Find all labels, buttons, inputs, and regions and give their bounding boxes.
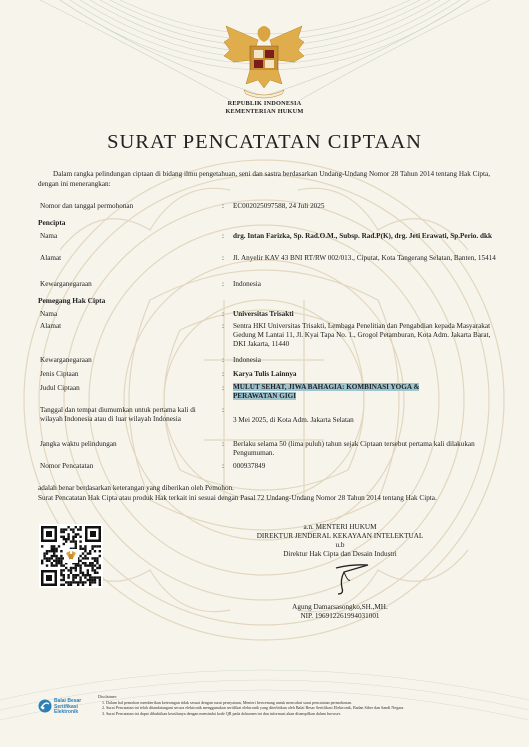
- qr-module: [89, 550, 91, 552]
- qr-module: [72, 567, 74, 569]
- header-kementerian: KEMENTERIAN HUKUM: [225, 108, 304, 115]
- qr-module: [53, 560, 55, 562]
- qr-module: [46, 557, 48, 559]
- qr-code[interactable]: [39, 524, 103, 588]
- qr-module: [84, 576, 86, 578]
- qr-module: [79, 526, 81, 528]
- qr-module: [94, 545, 96, 547]
- qr-module: [60, 560, 62, 562]
- qr-module: [55, 557, 57, 559]
- jangka-waktu-value: Berlaku selama 50 (lima puluh) tahun sejak Ciptaan tersebut pertama kali dilakukan Pengumuman.: [233, 440, 475, 457]
- qr-module: [99, 584, 101, 586]
- judul-ciptaan-value: [233, 383, 501, 401]
- qr-module: [63, 576, 65, 578]
- nomor-pencatatan-label: Nomor Pencatatan: [40, 462, 94, 470]
- qr-module: [48, 550, 50, 552]
- qr-module: [87, 574, 89, 576]
- qr-module: [96, 576, 98, 578]
- bsre-line1: Balai Besar: [54, 698, 82, 704]
- qr-module: [75, 543, 77, 545]
- qr-module: [82, 557, 84, 559]
- nomor-permohonan-label: Nomor dan tanggal permohonan: [40, 202, 134, 210]
- qr-module: [84, 574, 86, 576]
- qr-module: [99, 581, 101, 583]
- qr-module: [60, 569, 62, 571]
- qr-module: [99, 550, 101, 552]
- pencipta-alamat-value: Jl. Anyelir KAV 43 BNI RT/RW 002/013., Ciputat, Kota Tangerang Selatan, Banten, 15414: [233, 254, 496, 262]
- qr-module: [75, 564, 77, 566]
- qr-module: [60, 528, 62, 530]
- page-title: SURAT PENCATATAN CIPTAAN: [107, 131, 422, 153]
- qr-module: [63, 536, 65, 538]
- qr-module: [91, 548, 93, 550]
- qr-module: [67, 536, 69, 538]
- qr-module: [79, 560, 81, 562]
- pencipta-nama-label: Nama: [40, 232, 58, 240]
- qr-module: [41, 562, 43, 564]
- handwritten-signature: [300, 560, 420, 600]
- qr-module: [77, 581, 79, 583]
- bsre-logo-text: [54, 699, 81, 716]
- qr-module: [84, 557, 86, 559]
- qr-module: [43, 557, 45, 559]
- qr-module: [41, 545, 43, 547]
- colon: :: [222, 232, 224, 240]
- qr-module: [91, 567, 93, 569]
- qr-module: [79, 555, 81, 557]
- qr-module: [72, 579, 74, 581]
- qr-module: [84, 545, 86, 547]
- tanggal-diumumkan-label: Tanggal dan tempat diumumkan untuk pertama kali di wilayah Indonesia atau di luar wilayah Indonesia: [40, 406, 196, 423]
- qr-module: [41, 560, 43, 562]
- pemegang-alamat-value: Sentra HKI Universitas Trisakti, Lembaga Penelitian dan Pengabdian kepada Masyarakat Gedung M Lantai 11, Jl. Kyai Tapa No. 1., Grogol Petamburan, Kota Adm. Jakarta Barat, DKI Jakarta, 11440: [233, 322, 491, 348]
- qr-module: [67, 538, 69, 540]
- judul-ciptaan-line2: PERAWATAN GIGI: [233, 392, 297, 400]
- qr-module: [63, 531, 65, 533]
- qr-module: [63, 543, 65, 545]
- signature-direktur: Direktur Hak Cipta dan Desain Industri: [283, 550, 397, 558]
- signature-an: a.n. MENTERI HUKUM: [303, 523, 377, 531]
- qr-module: [72, 576, 74, 578]
- qr-module: [63, 584, 65, 586]
- qr-module: [67, 576, 69, 578]
- qr-module: [46, 560, 48, 562]
- qr-module: [53, 545, 55, 547]
- qr-module: [55, 550, 57, 552]
- qr-module: [91, 545, 93, 547]
- qr-module: [70, 528, 72, 530]
- qr-module: [91, 562, 93, 564]
- qr-module: [67, 569, 69, 571]
- qr-module: [72, 528, 74, 530]
- pencipta-kewarganegaraan-label: Kewarganegaraan: [40, 280, 92, 288]
- qr-module: [63, 538, 65, 540]
- pemegang-nama-value: Universitas Trisakti: [233, 310, 294, 318]
- colon: :: [222, 254, 224, 262]
- qr-module: [55, 560, 57, 562]
- qr-module: [99, 555, 101, 557]
- qr-module: [60, 557, 62, 559]
- garuda-emblem: [224, 26, 304, 98]
- qr-module: [79, 548, 81, 550]
- qr-module: [75, 526, 77, 528]
- qr-module: [60, 572, 62, 574]
- pencipta-kewarganegaraan-value: Indonesia: [233, 280, 261, 288]
- qr-module: [99, 564, 101, 566]
- jenis-ciptaan-label: Jenis Ciptaan: [40, 370, 79, 378]
- qr-module: [99, 567, 101, 569]
- qr-module: [75, 581, 77, 583]
- judul-ciptaan-label: Judul Ciptaan: [40, 384, 80, 392]
- colon: :: [222, 310, 224, 318]
- qr-module: [84, 555, 86, 557]
- qr-module: [63, 579, 65, 581]
- qr-module: [55, 555, 57, 557]
- qr-module: [43, 555, 45, 557]
- colon: :: [222, 384, 224, 392]
- qr-module: [89, 552, 91, 554]
- qr-module: [87, 572, 89, 574]
- qr-module: [72, 536, 74, 538]
- signature-dirjen: DIREKTUR JENDERAL KEKAYAAN INTELEKTUAL: [256, 532, 424, 540]
- qr-module: [91, 557, 93, 559]
- qr-module: [65, 540, 67, 542]
- qr-module: [77, 564, 79, 566]
- qr-module: [89, 562, 91, 564]
- qr-module: [70, 567, 72, 569]
- qr-module: [65, 538, 67, 540]
- qr-module: [67, 533, 69, 535]
- jenis-ciptaan-value: Karya Tulis Lainnya: [233, 370, 297, 378]
- pencipta-nama-value: drg. Intan Farizka, Sp. Rad.O.M., Subsp. Rad.P(K), drg. Jeti Erawati, Sp.Perio. dkk: [233, 232, 492, 240]
- colon: :: [222, 370, 224, 378]
- header-republik: REPUBLIK INDONESIA: [227, 100, 302, 107]
- bsre-line3: Elektronik: [54, 709, 79, 716]
- qr-module: [72, 531, 74, 533]
- qr-module: [79, 528, 81, 530]
- qr-module: [53, 550, 55, 552]
- colon: :: [222, 462, 224, 470]
- qr-module: [58, 545, 60, 547]
- pemegang-alamat-label: Alamat: [40, 322, 62, 330]
- signature-name: Agung Damarsasongko,SH.,MH.: [292, 603, 388, 611]
- pemegang-kewarganegaraan-value: Indonesia: [233, 356, 261, 364]
- qr-module: [79, 576, 81, 578]
- qr-module: [58, 557, 60, 559]
- qr-module: [77, 574, 79, 576]
- qr-module: [87, 557, 89, 559]
- bsre-logo-icon: [38, 699, 52, 713]
- nomor-permohonan-value: EC002025097588, 24 Juli 2025: [233, 202, 325, 210]
- qr-module: [63, 574, 65, 576]
- qr-module: [79, 564, 81, 566]
- colon: :: [222, 406, 224, 414]
- qr-module: [84, 562, 86, 564]
- qr-module: [58, 562, 60, 564]
- pemegang-nama-label: Nama: [40, 310, 58, 318]
- qr-module: [70, 584, 72, 586]
- qr-module: [67, 574, 69, 576]
- qr-module: [84, 550, 86, 552]
- colon: :: [222, 280, 224, 288]
- qr-module: [79, 545, 81, 547]
- qr-module: [79, 581, 81, 583]
- qr-module: [53, 564, 55, 566]
- qr-module: [51, 557, 53, 559]
- jangka-waktu-label: Jangka waktu pelindungan: [40, 440, 117, 448]
- qr-module: [51, 564, 53, 566]
- qr-module: [82, 581, 84, 583]
- closing-line1: adalah benar berdasarkan keterangan yang diberikan oleh Pemohon.: [38, 484, 234, 492]
- colon: :: [222, 440, 224, 448]
- qr-module: [75, 574, 77, 576]
- qr-module: [77, 528, 79, 530]
- qr-module: [51, 562, 53, 564]
- qr-module: [75, 545, 77, 547]
- qr-module: [91, 579, 93, 581]
- qr-module: [91, 564, 93, 566]
- qr-module: [72, 581, 74, 583]
- qr-module: [67, 526, 69, 528]
- qr-module: [96, 562, 98, 564]
- qr-module: [94, 557, 96, 559]
- qr-module: [51, 545, 53, 547]
- qr-module: [89, 584, 91, 586]
- qr-module: [96, 560, 98, 562]
- signature-ub: u.b: [335, 541, 345, 549]
- qr-module: [82, 548, 84, 550]
- pemegang-heading: Pemegang Hak Cipta: [38, 296, 106, 305]
- pencipta-heading: Pencipta: [38, 218, 66, 227]
- qr-module: [46, 550, 48, 552]
- qr-module: [70, 569, 72, 571]
- qr-module: [48, 557, 50, 559]
- qr-module: [55, 548, 57, 550]
- qr-module: [53, 552, 55, 554]
- qr-module: [84, 564, 86, 566]
- qr-module: [55, 564, 57, 566]
- qr-module: [72, 538, 74, 540]
- qr-module: [43, 552, 45, 554]
- qr-module: [89, 574, 91, 576]
- qr-module: [51, 550, 53, 552]
- qr-module: [94, 581, 96, 583]
- qr-module: [75, 536, 77, 538]
- qr-module: [60, 536, 62, 538]
- bsre-line2: Sertifikasi: [54, 703, 78, 710]
- qr-module: [94, 550, 96, 552]
- qr-module: [79, 540, 81, 542]
- colon: :: [222, 322, 224, 330]
- qr-module: [65, 581, 67, 583]
- qr-module: [82, 562, 84, 564]
- disclaimer-item-1: 1. Dalam hal pemohon memberikan keterangan tidak sesuai dengan surat pernyataan, Menteri berwenang untuk mencabut surat pencatatan permohonan.: [102, 699, 353, 705]
- qr-module: [87, 564, 89, 566]
- qr-module: [87, 552, 89, 554]
- qr-module: [79, 567, 81, 569]
- qr-module: [72, 574, 74, 576]
- qr-module: [89, 581, 91, 583]
- qr-module: [94, 564, 96, 566]
- qr-module: [75, 569, 77, 571]
- qr-module: [60, 579, 62, 581]
- qr-module: [75, 567, 77, 569]
- qr-module: [60, 555, 62, 557]
- qr-module: [55, 562, 57, 564]
- qr-module: [51, 548, 53, 550]
- qr-module: [60, 531, 62, 533]
- qr-module: [82, 584, 84, 586]
- qr-module: [82, 572, 84, 574]
- qr-module: [67, 584, 69, 586]
- judul-ciptaan-line1: MULUT SEHAT, JIWA BAHAGIA: KOMBINASI YOGA &: [233, 383, 420, 391]
- qr-module: [63, 569, 65, 571]
- qr-module: [60, 564, 62, 566]
- qr-module: [79, 536, 81, 538]
- qr-module: [75, 533, 77, 535]
- qr-module: [89, 579, 91, 581]
- nomor-pencatatan-value: 000937849: [233, 462, 266, 470]
- colon: :: [222, 202, 224, 210]
- qr-module: [77, 533, 79, 535]
- qr-module: [70, 540, 72, 542]
- qr-module: [84, 548, 86, 550]
- qr-module: [67, 581, 69, 583]
- qr-module: [72, 540, 74, 542]
- disclaimer-item-2: 2. Surat Pencatatan ini telah ditandatangani secara elektronik menggunakan sertifikat elektronik yang diterbitkan oleh Balai Besar Sertifikasi Elektronik, Badan Siber dan Sandi Negara.: [102, 705, 405, 711]
- qr-module: [48, 560, 50, 562]
- qr-module: [58, 560, 60, 562]
- intro-paragraph: Dalam rangka pelindungan ciptaan di bidang ilmu pengetahuan, seni dan sastra berdasarkan Undang-Undang Nomor 28 Tahun 2014 tentang Hak Cipta, dengan ini menerangkan:: [38, 170, 490, 188]
- qr-module: [94, 569, 96, 571]
- disclaimer-item-3: 3. Surat Pencatatan ini dapat dibuktikan keaslianya dengan memindai kode QR pada dokumen ini dan informasi akan ditampilkan dalam browser.: [102, 711, 341, 717]
- qr-module: [99, 545, 101, 547]
- qr-module: [60, 562, 62, 564]
- qr-module: [53, 555, 55, 557]
- qr-module: [96, 567, 98, 569]
- qr-module: [79, 569, 81, 571]
- colon: :: [222, 356, 224, 364]
- pemegang-kewarganegaraan-label: Kewarganegaraan: [40, 356, 92, 364]
- qr-module: [79, 572, 81, 574]
- qr-module: [82, 574, 84, 576]
- qr-module: [94, 572, 96, 574]
- qr-module: [77, 584, 79, 586]
- qr-module: [94, 576, 96, 578]
- qr-module: [75, 540, 77, 542]
- qr-module: [94, 560, 96, 562]
- tanggal-diumumkan-value: 3 Mei 2025, di Kota Adm. Jakarta Selatan: [233, 416, 354, 424]
- qr-module: [91, 569, 93, 571]
- qr-module: [65, 528, 67, 530]
- qr-module: [75, 576, 77, 578]
- qr-module: [91, 581, 93, 583]
- qr-module: [91, 576, 93, 578]
- disclaimer: [98, 694, 518, 717]
- qr-module: [87, 579, 89, 581]
- qr-module: [53, 548, 55, 550]
- qr-module: [84, 581, 86, 583]
- qr-module: [70, 581, 72, 583]
- qr-module: [96, 572, 98, 574]
- closing-line2: Surat Pencatatan Hak Cipta atau produk Hak terkait ini sesuai dengan Pasal 72 Undang-Undang Nomor 28 Tahun 2014 tentang Hak Cipta.: [38, 494, 437, 502]
- qr-module: [46, 564, 48, 566]
- disclaimer-title: Disclaimer:: [98, 694, 118, 699]
- qr-module: [89, 564, 91, 566]
- qr-module: [96, 545, 98, 547]
- qr-module: [82, 552, 84, 554]
- qr-module: [70, 572, 72, 574]
- qr-module: [89, 576, 91, 578]
- qr-module: [51, 555, 53, 557]
- qr-module: [87, 569, 89, 571]
- pencipta-alamat-label: Alamat: [40, 254, 62, 262]
- qr-module: [46, 552, 48, 554]
- signature-nip: NIP. 196912261994031001: [300, 612, 380, 620]
- qr-module: [60, 550, 62, 552]
- qr-module: [96, 557, 98, 559]
- qr-module: [65, 567, 67, 569]
- qr-module: [99, 579, 101, 581]
- qr-module: [60, 574, 62, 576]
- qr-module: [79, 579, 81, 581]
- qr-module: [63, 564, 65, 566]
- qr-module: [99, 576, 101, 578]
- qr-module: [63, 528, 65, 530]
- qr-module: [94, 579, 96, 581]
- qr-module: [60, 584, 62, 586]
